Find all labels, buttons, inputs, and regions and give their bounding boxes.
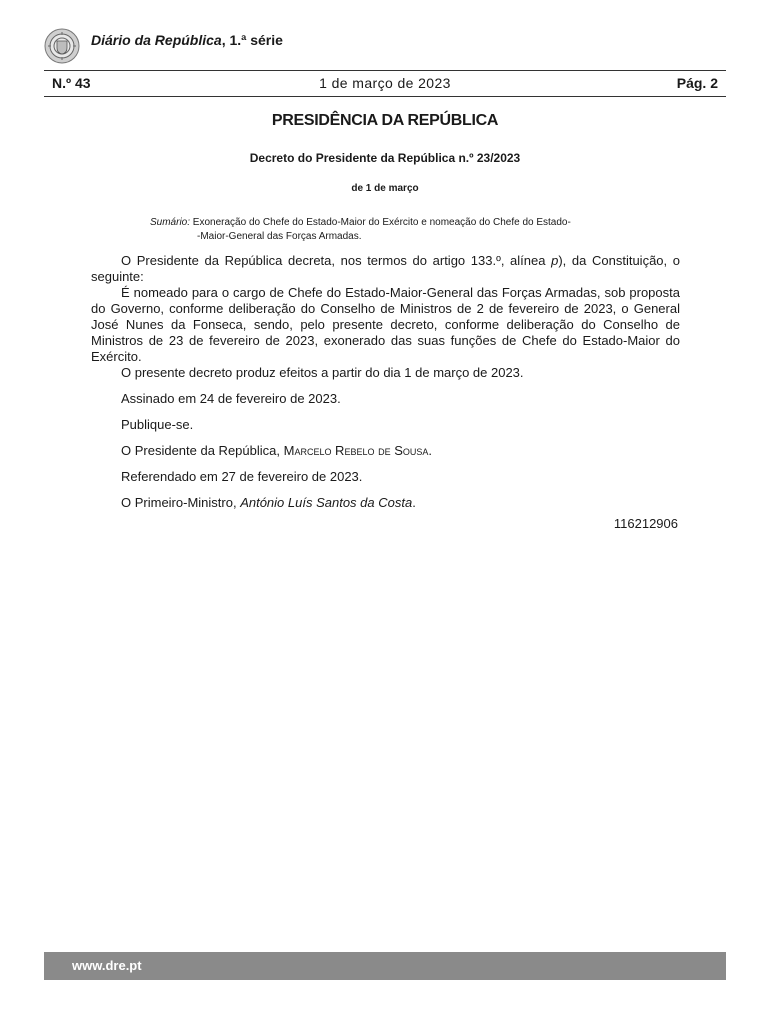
masthead [44,26,726,64]
decree-title: Decreto do Presidente da República n.º 23/2023 [249,151,521,165]
decree-body [91,253,680,381]
issue-date: 1 de março de 2023 [319,75,451,91]
document-number: 116212906 [613,516,678,531]
publish-line: Publique-se. [121,417,194,432]
prime-minister-signature: O Primeiro-Ministro, António Luís Santos da Costa. [121,495,416,510]
issue-number: N.º 43 [52,75,91,91]
paragraph-preamble: O Presidente da República decreta, nos termos do artigo 133.º, alínea p), da Constituição, o seguinte: [91,253,680,284]
page-number: Pág. 2 [676,75,718,91]
paragraph-appointment: É nomeado para o cargo de Chefe do Estado-Maior-General das Forças Armadas, sob proposta do Governo, conforme deliberação do Conselho de Ministros de 2 de fevereiro de 2023, o General José Nunes da Fonseca, sendo, pelo presente decreto, conforme deliberação do Conselho de Ministros de 23 de fevereiro de 2023, exonerado das suas funções de Chefe do Estado-Maior do Exército. [91,285,680,364]
publication-title: Diário da República, 1.ª série [91,32,283,48]
header-top-rule [44,70,726,71]
footer-bar [44,952,726,980]
header-bottom-rule [44,96,726,97]
referendum-date: Referendado em 27 de fevereiro de 2023. [121,469,363,484]
summary-line-2: -Maior-General das Forças Armadas. [197,231,362,242]
decree-summary [150,216,640,244]
issue-info-row [44,75,726,93]
signed-date: Assinado em 24 de fevereiro de 2023. [121,391,341,406]
president-signature: O Presidente da República, Marcelo Rebelo de Sousa. [121,443,432,458]
section-title: PRESIDÊNCIA DA REPÚBLICA [271,112,499,129]
paragraph-effect: O presente decreto produz efeitos a partir do dia 1 de março de 2023. [121,365,524,380]
decree-date: de 1 de março [351,183,419,194]
footer-url-link[interactable]: www.dre.pt [72,958,142,973]
coat-of-arms-icon [44,28,80,64]
summary-line-1: Exoneração do Chefe do Estado-Maior do Exército e nomeação do Chefe do Estado- [192,217,571,228]
summary-label: Sumário: [150,217,191,228]
